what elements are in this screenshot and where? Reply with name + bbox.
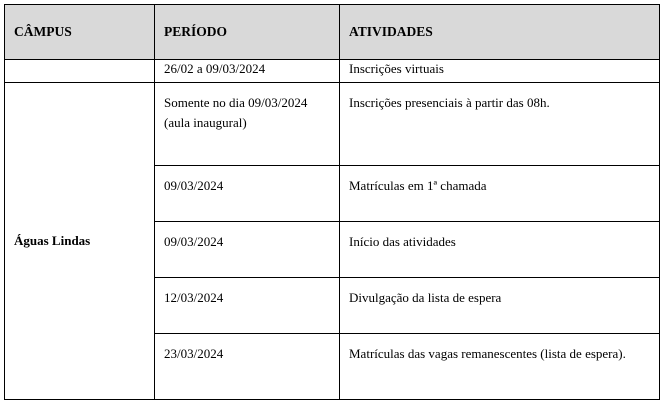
table-row bbox=[5, 60, 660, 83]
campus-cell-empty bbox=[5, 60, 155, 83]
periodo-cell: 12/03/2024 bbox=[155, 278, 340, 334]
atividade-cell: Divulgação da lista de espera bbox=[340, 278, 660, 334]
atividade-cell: Início das atividades bbox=[340, 222, 660, 278]
header-campus: CÂMPUS bbox=[5, 5, 155, 60]
header-row bbox=[5, 5, 660, 60]
atividade-cell: Inscrições virtuais bbox=[340, 60, 660, 83]
periodo-cell: Somente no dia 09/03/2024 (aula inaugural) bbox=[155, 83, 340, 166]
periodo-cell: 09/03/2024 bbox=[155, 222, 340, 278]
campus-name-cell: Águas Lindas bbox=[5, 83, 155, 400]
atividade-cell: Matrículas em 1ª chamada bbox=[340, 166, 660, 222]
table-row bbox=[5, 83, 660, 166]
schedule-table bbox=[4, 4, 660, 400]
header-periodo: PERÍODO bbox=[155, 5, 340, 60]
header-atividades: ATIVIDADES bbox=[340, 5, 660, 60]
periodo-cell: 23/03/2024 bbox=[155, 334, 340, 400]
atividade-cell: Matrículas das vagas remanescentes (lista de espera). bbox=[340, 334, 660, 400]
periodo-cell: 26/02 a 09/03/2024 bbox=[155, 60, 340, 83]
periodo-cell: 09/03/2024 bbox=[155, 166, 340, 222]
atividade-cell: Inscrições presenciais à partir das 08h. bbox=[340, 83, 660, 166]
